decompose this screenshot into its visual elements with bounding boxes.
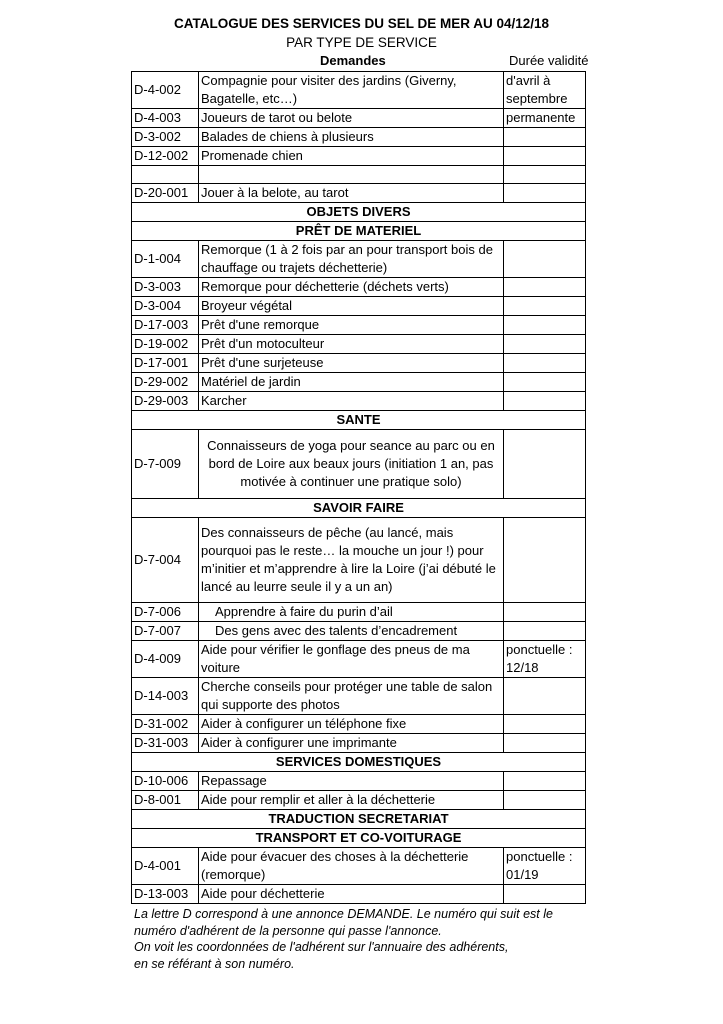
section-header [132, 753, 586, 772]
row-code: D-7-006 [132, 603, 199, 622]
row-description: Apprendre à faire du purin d’ail [199, 603, 504, 622]
row-code: D-31-002 [132, 715, 199, 734]
row-validity [504, 147, 586, 166]
section-header [132, 810, 586, 829]
table-row [132, 109, 586, 128]
row-code: D-7-007 [132, 622, 199, 641]
row-description: Aider à configurer une imprimante [199, 734, 504, 753]
row-validity [504, 791, 586, 810]
row-validity: d'avril à septembre [504, 72, 586, 109]
services-table [131, 71, 586, 904]
row-validity [504, 241, 586, 278]
row-validity [504, 772, 586, 791]
row-code: D-20-001 [132, 184, 199, 203]
row-validity [504, 392, 586, 411]
row-code: D-3-003 [132, 278, 199, 297]
row-code: D-17-003 [132, 316, 199, 335]
table-row [132, 297, 586, 316]
row-code: D-10-006 [132, 772, 199, 791]
row-description: Balades de chiens à plusieurs [199, 128, 504, 147]
row-validity [504, 335, 586, 354]
section-header [132, 203, 586, 222]
row-description: Prêt d'un motoculteur [199, 335, 504, 354]
row-validity [504, 166, 586, 184]
section-header [132, 499, 586, 518]
row-code: D-12-002 [132, 147, 199, 166]
footnote-line: La lettre D correspond à une annonce DEMANDE. Le numéro qui suit est le [134, 907, 553, 921]
footnote [134, 906, 553, 972]
table-row [132, 392, 586, 411]
footnote-line: en se référant à son numéro. [134, 956, 295, 971]
row-validity [504, 885, 586, 904]
row-description: Matériel de jardin [199, 373, 504, 392]
section-header [132, 829, 586, 848]
row-validity: ponctuelle : 12/18 [504, 641, 586, 678]
table-row [132, 72, 586, 109]
section-title-savoir-faire: SAVOIR FAIRE [132, 499, 586, 518]
row-code: D-17-001 [132, 354, 199, 373]
row-validity: ponctuelle : 01/19 [504, 848, 586, 885]
row-validity [504, 297, 586, 316]
row-description: Aide pour vérifier le gonflage des pneus de ma voiture [199, 641, 504, 678]
row-validity [504, 373, 586, 392]
table-row [132, 128, 586, 147]
row-description: Repassage [199, 772, 504, 791]
row-description: Prêt d'une remorque [199, 316, 504, 335]
row-description [199, 166, 504, 184]
row-validity [504, 316, 586, 335]
row-validity [504, 734, 586, 753]
row-validity [504, 715, 586, 734]
table-row [132, 603, 586, 622]
section-title-sante: SANTE [132, 411, 586, 430]
row-code: D-4-002 [132, 72, 199, 109]
table-row [132, 354, 586, 373]
document-subtitle: PAR TYPE DE SERVICE [286, 35, 437, 50]
row-description: Des gens avec des talents d’encadrement [199, 622, 504, 641]
section-header [132, 411, 586, 430]
document-title: CATALOGUE DES SERVICES DU SEL DE MER AU 04/12/18 [173, 16, 550, 31]
row-description: Prêt d'une surjeteuse [199, 354, 504, 373]
row-code: D-7-004 [132, 518, 199, 603]
row-validity [504, 678, 586, 715]
row-description: Remorque pour déchetterie (déchets verts) [199, 278, 504, 297]
table-row [132, 430, 586, 499]
section-title-objets-divers: OBJETS DIVERS [132, 203, 586, 222]
row-validity [504, 354, 586, 373]
row-code: D-19-002 [132, 335, 199, 354]
row-validity [504, 603, 586, 622]
row-description: Aide pour déchetterie [199, 885, 504, 904]
row-code [132, 166, 199, 184]
row-description: Aide pour évacuer des choses à la déchetterie (remorque) [199, 848, 504, 885]
table-row [132, 184, 586, 203]
row-code: D-29-002 [132, 373, 199, 392]
row-code: D-14-003 [132, 678, 199, 715]
row-description: Karcher [199, 392, 504, 411]
table-row-empty [132, 166, 586, 184]
section-title-traduction: TRADUCTION SECRETARIAT [132, 810, 586, 829]
column-header-demandes: Demandes [320, 53, 386, 68]
row-code: D-13-003 [132, 885, 199, 904]
footnote-line: On voit les coordonnées de l'adhérent sur l'annuaire des adhérents, [134, 940, 509, 954]
table-row [132, 848, 586, 885]
table-row [132, 373, 586, 392]
row-validity [504, 622, 586, 641]
row-code: D-4-003 [132, 109, 199, 128]
row-code: D-31-003 [132, 734, 199, 753]
table-row [132, 518, 586, 603]
row-code: D-4-001 [132, 848, 199, 885]
row-description: Cherche conseils pour protéger une table de salon qui supporte des photos [199, 678, 504, 715]
table-row [132, 278, 586, 297]
table-row [132, 791, 586, 810]
section-title-transport: TRANSPORT ET CO-VOITURAGE [132, 829, 586, 848]
row-description: Compagnie pour visiter des jardins (Giverny, Bagatelle, etc…) [199, 72, 504, 109]
table-row [132, 678, 586, 715]
table-row [132, 147, 586, 166]
row-validity [504, 430, 586, 499]
table-row [132, 772, 586, 791]
table-row [132, 622, 586, 641]
section-title-pret-materiel: PRÊT DE MATERIEL [132, 222, 586, 241]
row-description: Connaisseurs de yoga pour seance au parc ou en bord de Loire aux beaux jours (initiation 1 an, pas motivée à continuer une pratique solo) [199, 430, 504, 499]
table-row [132, 885, 586, 904]
footnote-line: numéro d'adhérent de la personne qui passe l'annonce. [134, 923, 442, 938]
row-description: Aider à configurer un téléphone fixe [199, 715, 504, 734]
column-header-duree: Durée validité [509, 53, 589, 68]
row-code: D-1-004 [132, 241, 199, 278]
table-row [132, 335, 586, 354]
row-description: Joueurs de tarot ou belote [199, 109, 504, 128]
row-description: Promenade chien [199, 147, 504, 166]
row-description: Des connaisseurs de pêche (au lancé, mais pourquoi pas le reste… la mouche un jour !) pour m’initier et m’apprendre à lire la Loire (j’ai débuté le lancé au leurre seule il y a un an) [199, 518, 504, 603]
row-validity [504, 128, 586, 147]
table-row [132, 241, 586, 278]
row-validity: permanente [504, 109, 586, 128]
table-row [132, 715, 586, 734]
row-code: D-3-004 [132, 297, 199, 316]
row-description: Aide pour remplir et aller à la déchetterie [199, 791, 504, 810]
row-validity [504, 278, 586, 297]
row-code: D-8-001 [132, 791, 199, 810]
row-code: D-29-003 [132, 392, 199, 411]
row-code: D-3-002 [132, 128, 199, 147]
section-header [132, 222, 586, 241]
row-description: Jouer à la belote, au tarot [199, 184, 504, 203]
row-code: D-4-009 [132, 641, 199, 678]
row-description: Remorque (1 à 2 fois par an pour transport bois de chauffage ou trajets déchetterie) [199, 241, 504, 278]
row-code: D-7-009 [132, 430, 199, 499]
table-row [132, 316, 586, 335]
row-description: Broyeur végétal [199, 297, 504, 316]
row-validity [504, 518, 586, 603]
table-row [132, 734, 586, 753]
section-title-services-domestiques: SERVICES DOMESTIQUES [132, 753, 586, 772]
row-validity [504, 184, 586, 203]
table-row [132, 641, 586, 678]
